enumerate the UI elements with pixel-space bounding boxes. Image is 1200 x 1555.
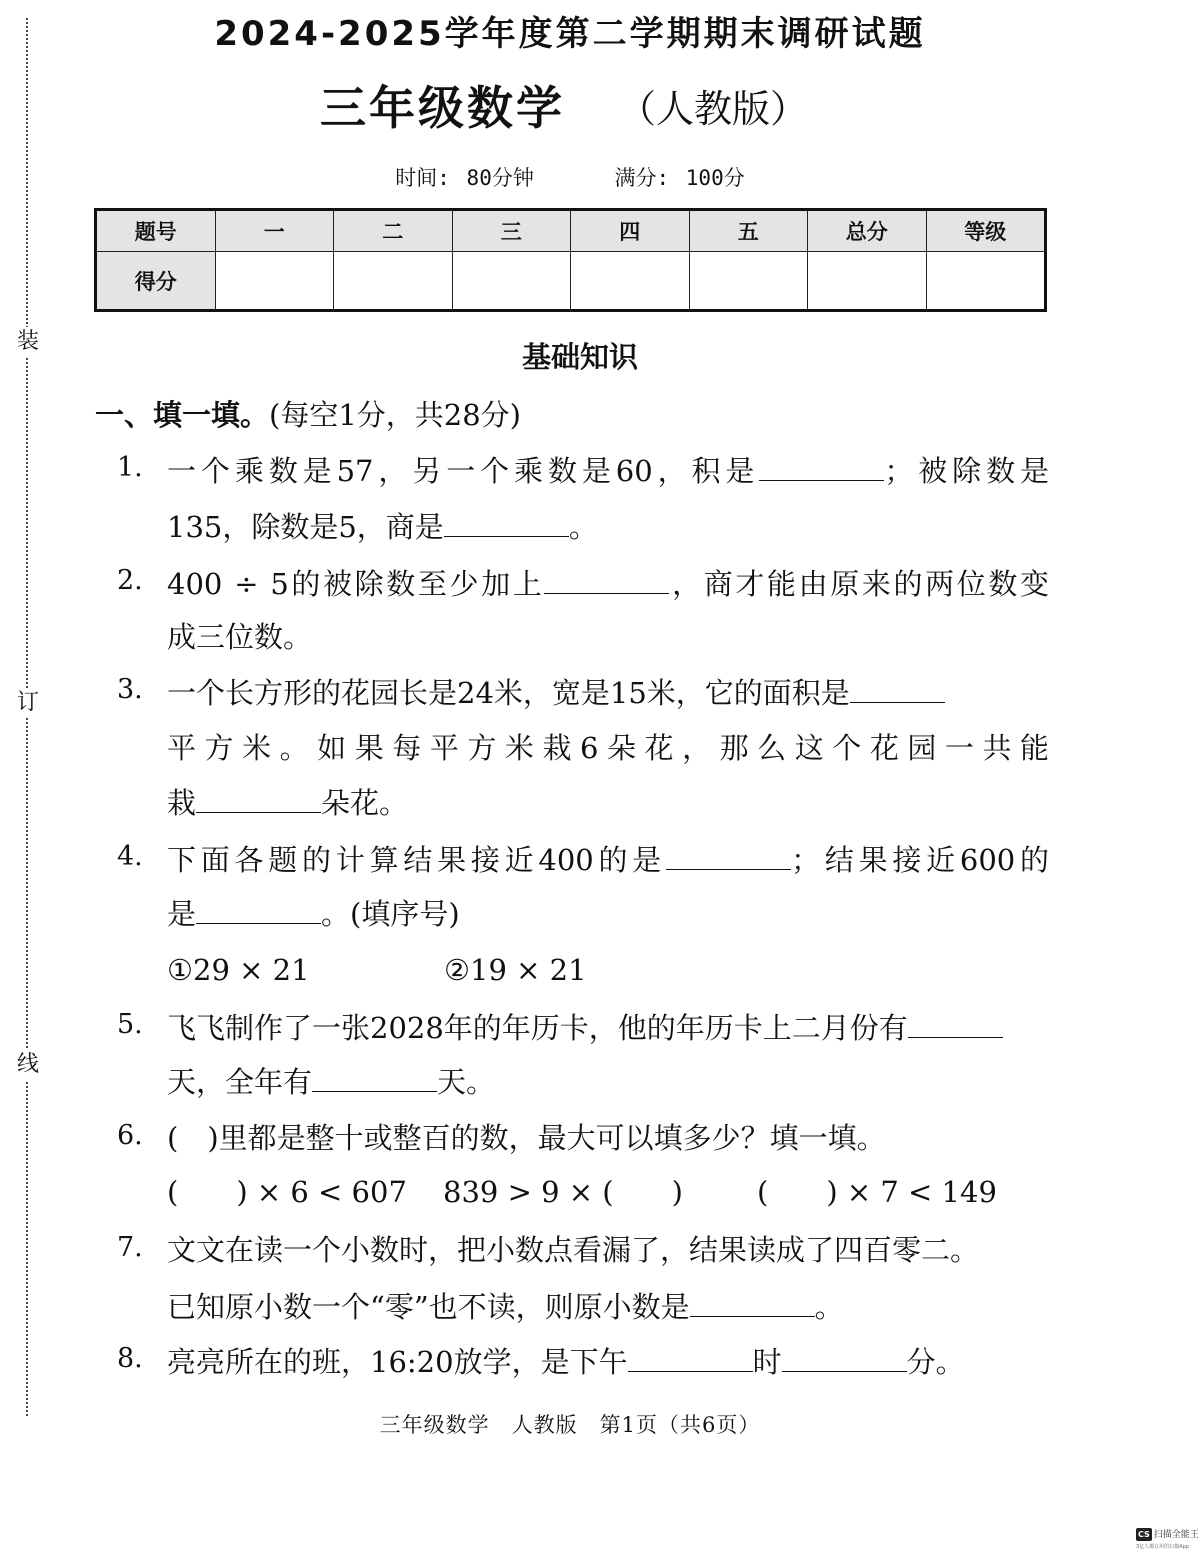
question-number: 6. (117, 1120, 143, 1151)
subject-title: 三年级数学 (320, 81, 565, 135)
score-table-header-cell: 二 (334, 210, 453, 252)
score-table-header-row (96, 210, 1046, 252)
question-8-line-1: 亮亮所在的班，16:20放学，是下午 时 分。 (167, 1341, 1049, 1382)
question-2-line-1: 400 ÷ 5的被除数至少加上 ，商才能由原来的两位数变 (167, 563, 1049, 604)
question-4-options (167, 950, 1049, 990)
binding-char-ding: 订 (14, 688, 42, 718)
question-3-line-2: 平方米。如果每平方米栽6朵花，那么这个花园一共能 (167, 731, 1049, 765)
answer-blank[interactable] (782, 1341, 907, 1372)
question-3-line-1: 一个长方形的花园长是24米，宽是15米，它的面积是 (167, 672, 1049, 713)
edition-label: （人教版） (618, 87, 809, 131)
binding-char-zhuang: 装 (14, 327, 42, 357)
question-6-line-1: ( )里都是整十或整百的数，最大可以填多少？填一填。 (167, 1121, 886, 1155)
part-title-note: (每空1分，共28分) (269, 398, 521, 432)
exam-info (0, 162, 1140, 192)
question-number: 3. (117, 674, 143, 705)
question-number: 7. (117, 1232, 143, 1263)
answer-blank[interactable] (908, 1007, 1003, 1038)
full-score-label: 满分: 100分 (614, 166, 745, 190)
scanner-subtitle: 3亿人都在用的扫描App (1136, 1544, 1189, 1550)
score-table-header-cell: 一 (215, 210, 334, 252)
part-title (95, 393, 521, 434)
answer-blank[interactable] (312, 1061, 437, 1092)
score-table-header-cell: 等级 (926, 210, 1046, 252)
exam-title: 2024-2025学年度第二学期期末调研试题 (214, 14, 926, 54)
expression-3: ( ) × 7 < 149 (757, 1175, 997, 1209)
answer-blank[interactable] (196, 893, 321, 924)
binding-char-xian: 线 (14, 1050, 42, 1080)
question-number: 1. (117, 452, 143, 483)
question-1-line-1: 一个乘数是57，另一个乘数是60，积是 ；被除数是 (167, 450, 1049, 491)
score-cell[interactable] (808, 252, 927, 311)
question-1-line-2: 135，除数是5，商是 。 (167, 506, 1049, 547)
option-2: ②19 × 21 (444, 953, 587, 987)
expression-1: ( ) × 6 < 607 (167, 1175, 407, 1209)
question-number: 8. (117, 1343, 143, 1374)
score-cell[interactable] (452, 252, 571, 311)
question-2-line-2: 成三位数。 (167, 620, 313, 654)
question-number: 5. (117, 1009, 143, 1040)
score-cell[interactable] (689, 252, 808, 311)
answer-blank[interactable] (444, 506, 569, 537)
score-table-header-cell: 总分 (808, 210, 927, 252)
score-cell[interactable] (571, 252, 690, 311)
score-table (94, 208, 1047, 312)
scanner-watermark (1136, 1528, 1199, 1553)
question-4-line-2: 是 。(填序号) (167, 893, 1049, 934)
question-5-line-2: 天，全年有 天。 (167, 1061, 1049, 1102)
score-table-score-row (96, 252, 1046, 311)
question-4-line-1: 下面各题的计算结果接近400的是 ；结果接近600的 (167, 839, 1049, 880)
score-table-header-cell: 五 (689, 210, 808, 252)
question-number: 4. (117, 841, 143, 872)
time-label: 时间: 80分钟 (395, 166, 534, 190)
page-footer: 三年级数学 人教版 第1页（共6页） (379, 1413, 761, 1437)
camscanner-logo-icon: CS (1138, 1530, 1150, 1539)
section-heading: 基础知识 (521, 340, 638, 374)
question-3-line-3: 栽 朵花。 (167, 782, 1049, 823)
question-7-line-1: 文文在读一个小数时，把小数点看漏了，结果读成了四百零二。 (167, 1233, 980, 1267)
answer-blank[interactable] (666, 839, 791, 870)
scanner-name: 扫描全能王 (1153, 1530, 1199, 1540)
question-5-line-1: 飞飞制作了一张2028年的年历卡，他的年历卡上二月份有 (167, 1007, 1049, 1048)
answer-blank[interactable] (628, 1341, 753, 1372)
question-number: 2. (117, 565, 143, 596)
score-row-label: 得分 (96, 252, 216, 311)
answer-blank[interactable] (544, 563, 669, 594)
answer-blank[interactable] (759, 450, 884, 481)
answer-blank[interactable] (196, 782, 321, 813)
part-title-main: 一、填一填。 (95, 398, 270, 432)
score-table-header-cell: 四 (571, 210, 690, 252)
expression-2: 839 > 9 × ( ) (443, 1175, 683, 1209)
score-cell[interactable] (215, 252, 334, 311)
score-cell[interactable] (334, 252, 453, 311)
answer-blank[interactable] (850, 672, 945, 703)
answer-blank[interactable] (690, 1286, 815, 1317)
option-1: ①29 × 21 (167, 953, 310, 987)
score-cell[interactable] (926, 252, 1046, 311)
score-table-header-cell: 题号 (96, 210, 216, 252)
question-7-line-2: 已知原小数一个“零”也不读，则原小数是 。 (167, 1286, 1049, 1327)
score-table-header-cell: 三 (452, 210, 571, 252)
question-6-expressions (167, 1172, 1049, 1212)
